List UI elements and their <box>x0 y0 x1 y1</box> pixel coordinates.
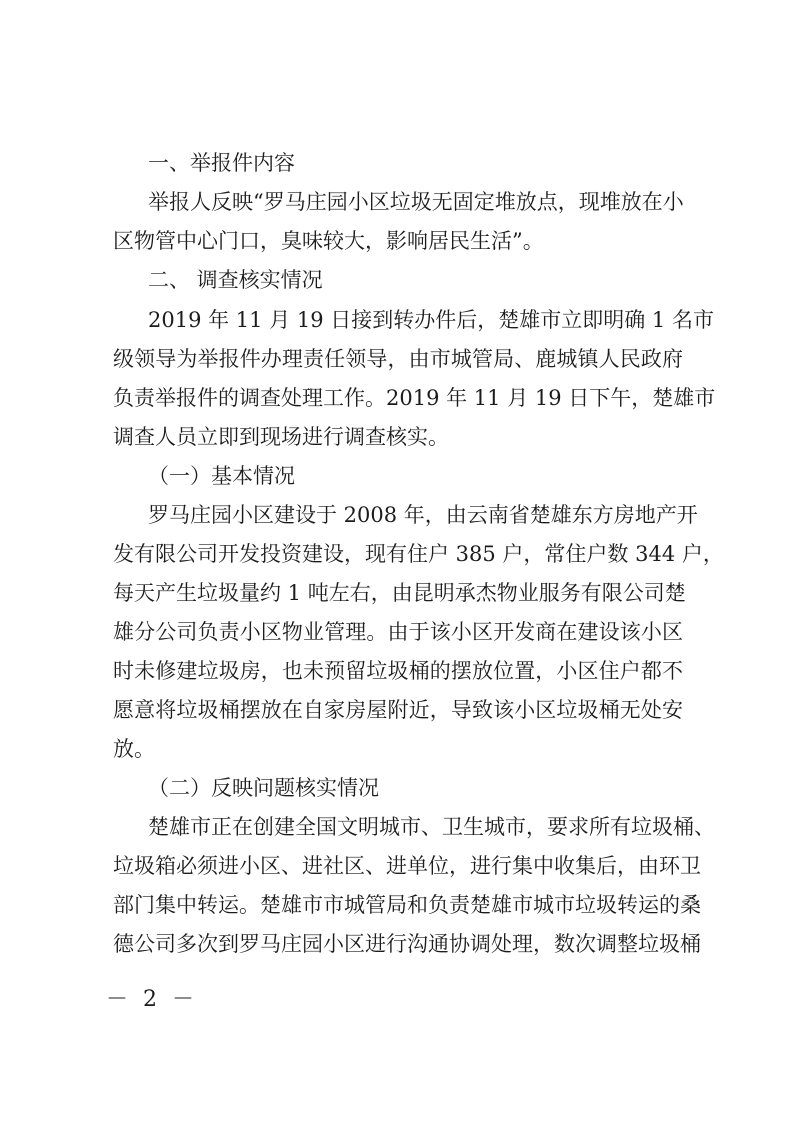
section-2-heading: 二、 调查核实情况 <box>148 268 323 292</box>
paragraph-line: 负责举报件的调查处理工作。2019 年 11 月 19 日下午，楚雄市 <box>113 386 716 410</box>
subsection-2-heading: （二）反映问题核实情况 <box>148 776 379 800</box>
paragraph-line: 垃圾箱必须进小区、进社区、进单位，进行集中收集后，由环卫 <box>113 854 701 878</box>
page-number: － 2 － <box>106 987 198 1012</box>
paragraph-line: 愿意将垃圾桶摆放在自家房屋附近，导致该小区垃圾桶无处安 <box>113 698 683 722</box>
section-1-heading: 一、举报件内容 <box>148 151 295 175</box>
paragraph-line: 德公司多次到罗马庄园小区进行沟通协调处理，数次调整垃圾桶 <box>113 932 701 956</box>
paragraph-line: 区物管中心门口，臭味较大，影响居民生活”。 <box>113 229 544 253</box>
paragraph-line: 发有限公司开发投资建设，现有住户 385 户，常住户数 344 户， <box>113 542 724 566</box>
paragraph-line: 每天产生垃圾量约 1 吨左右，由昆明承杰物业服务有限公司楚 <box>113 581 686 605</box>
paragraph-line: 时未修建垃圾房，也未预留垃圾桶的摆放位置，小区住户都不 <box>113 659 683 683</box>
paragraph-line: 级领导为举报件办理责任领导，由市城管局、鹿城镇人民政府 <box>113 347 683 371</box>
paragraph-line: 罗马庄园小区建设于 2008 年，由云南省楚雄东方房地产开 <box>148 503 698 527</box>
paragraph-line: 雄分公司负责小区物业管理。由于该小区开发商在建设该小区 <box>113 620 683 644</box>
paragraph-line: 举报人反映“罗马庄园小区垃圾无固定堆放点，现堆放在小 <box>148 190 684 214</box>
paragraph-line: 2019 年 11 月 19 日接到转办件后，楚雄市立即明确 1 名市 <box>148 308 714 332</box>
paragraph-line: 调查人员立即到现场进行调查核实。 <box>113 425 449 449</box>
paragraph-line: 部门集中转运。楚雄市市城管局和负责楚雄市城市垃圾转运的桑 <box>113 893 701 917</box>
paragraph-line: 放。 <box>113 737 155 761</box>
subsection-1-heading: （一）基本情况 <box>148 464 295 488</box>
paragraph-line: 楚雄市正在创建全国文明城市、卫生城市，要求所有垃圾桶、 <box>148 815 715 839</box>
